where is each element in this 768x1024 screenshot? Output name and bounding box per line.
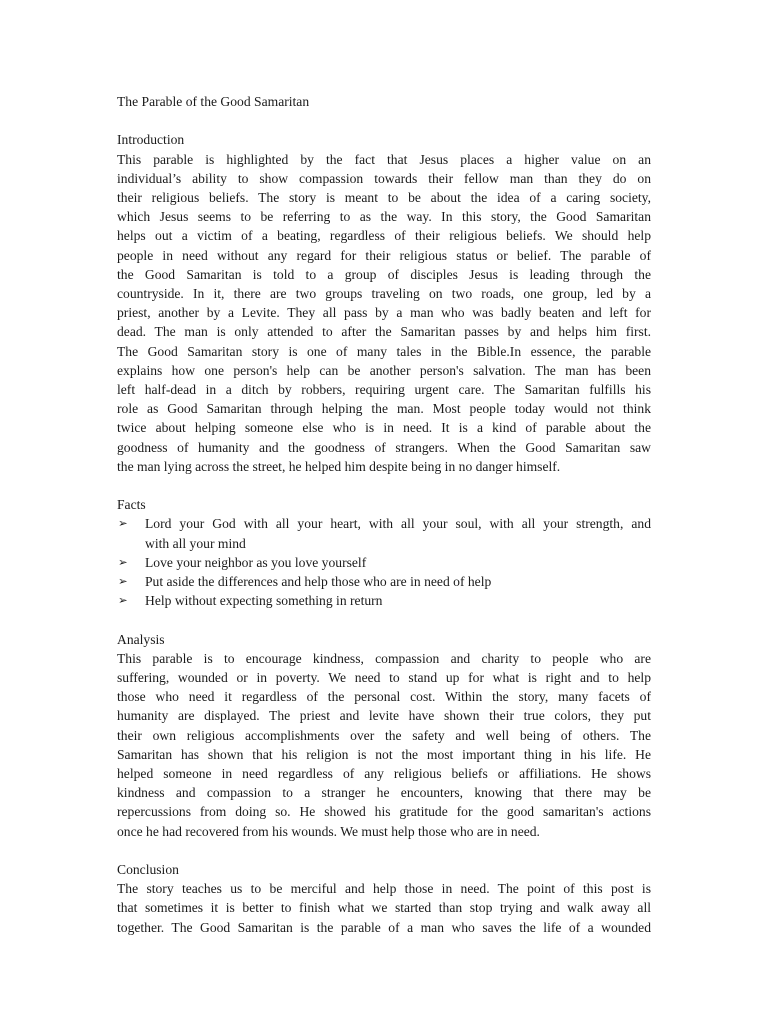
bullet-line: Help without expecting something in return: [145, 593, 383, 609]
paragraph-line: helped someone in need regardless of any religious beliefs or affiliations. He shows: [117, 766, 651, 782]
bullet-item: [117, 514, 651, 552]
paragraph-line: repercussions from doing so. He showed his gratitude for the good samaritan's actions: [117, 804, 651, 820]
bullet-arrow-icon: ➢: [118, 554, 128, 569]
paragraph-line: dead. The man is only attended to after the Samaritan passes by and helps him first.: [117, 324, 651, 340]
paragraph-line: together. The Good Samaritan is the parable of a man who saves the life of a wounded: [117, 919, 651, 935]
bullet-line: with all your mind: [145, 535, 246, 551]
paragraph-line: their religious beliefs. The story is meant to be about the idea of a caring society,: [117, 190, 651, 205]
document-sections: [117, 130, 651, 936]
paragraph: [117, 150, 651, 476]
bullet-arrow-icon: ➢: [118, 516, 128, 531]
paragraph-line: role as Good Samaritan through helping the man. Most people today would not think: [117, 401, 651, 417]
paragraph-line: Samaritan has shown that his religion is not the most important thing in his life. He: [117, 746, 651, 762]
paragraph-line: This parable is highlighted by the fact that Jesus places a higher value on an: [117, 151, 651, 167]
paragraph-line: individual’s ability to show compassion towards their fellow man than they do on: [117, 170, 651, 186]
paragraph-line: once he had recovered from his wounds. We must help those who are in need.: [117, 823, 540, 839]
bullet-item: [117, 591, 651, 610]
bullet-list: [117, 514, 651, 610]
paragraph-line: explains how one person's help can be another person's salvation. The man has been: [117, 362, 651, 378]
bullet-line: Put aside the differences and help those who are in need of help: [145, 574, 492, 590]
paragraph: [117, 649, 651, 841]
bullet-item: [117, 553, 651, 572]
paragraph-line: The Good Samaritan story is one of many tales in the Bible.In essence, the parable: [117, 343, 651, 359]
paragraph-line: goodness of humanity and the goodness of strangers. When the Good Samaritan saw: [117, 439, 651, 455]
paragraph-line: that sometimes it is better to finish what we started than stop trying and walk away all: [117, 900, 651, 916]
paragraph-line: countryside. In it, there are two groups traveling on two roads, one group, led by a: [117, 286, 651, 302]
document-title: The Parable of the Good Samaritan: [117, 94, 310, 109]
paragraph-line: the Good Samaritan is told to a group of disciples Jesus is leading through the: [117, 266, 651, 282]
paragraph-line: left half-dead in a ditch by robbers, requiring urgent care. The Samaritan fulfills his: [117, 382, 651, 398]
section-heading: Conclusion: [117, 862, 179, 878]
paragraph-line: kindness and compassion to a stranger he encounters, knowing that there may be: [117, 785, 651, 801]
paragraph-line: suffering, wounded or in poverty. We need to stand up for what is right and to help: [117, 670, 651, 686]
paragraph-line: which Jesus seems to be referring to as the way. In this story, the Good Samaritan: [117, 209, 651, 225]
paragraph-line: twice about helping someone else who is in need. It is a kind of parable about the: [117, 420, 651, 436]
bullet-arrow-icon: ➢: [118, 593, 128, 608]
paragraph-line: those who need it regardless of the personal cost. Within the story, many facets of: [117, 689, 651, 705]
section-heading: Facts: [117, 497, 146, 513]
paragraph: [117, 879, 651, 937]
paragraph-line: their own religious accomplishments over the safety and well being of others. The: [117, 727, 651, 743]
paragraph-line: The story teaches us to be merciful and help those in need. The point of this post is: [117, 881, 651, 897]
bullet-item: [117, 572, 651, 591]
paragraph-line: This parable is to encourage kindness, compassion and charity to people who are: [117, 650, 651, 666]
paragraph-line: priest, another by a Levite. They all pass by a man who was badly beaten and left for: [117, 305, 651, 321]
paragraph-line: people in need without any regard for their religious status or belief. The parable of: [117, 247, 651, 263]
section-heading: Analysis: [117, 631, 165, 647]
section-heading: Introduction: [117, 132, 185, 148]
paragraph-line: the man lying across the street, he helped him despite being in no danger himself.: [117, 458, 561, 474]
document-page: [117, 92, 651, 937]
bullet-line: Love your neighbor as you love yourself: [145, 554, 367, 570]
paragraph-line: humanity are displayed. The priest and levite have shown their true colors, they put: [117, 708, 651, 724]
bullet-line: Lord your God with all your heart, with all your soul, with all your strength, and: [145, 516, 651, 532]
paragraph-line: helps out a victim of a beating, regardless of their religious beliefs. We should help: [117, 228, 651, 244]
bullet-arrow-icon: ➢: [118, 574, 128, 589]
